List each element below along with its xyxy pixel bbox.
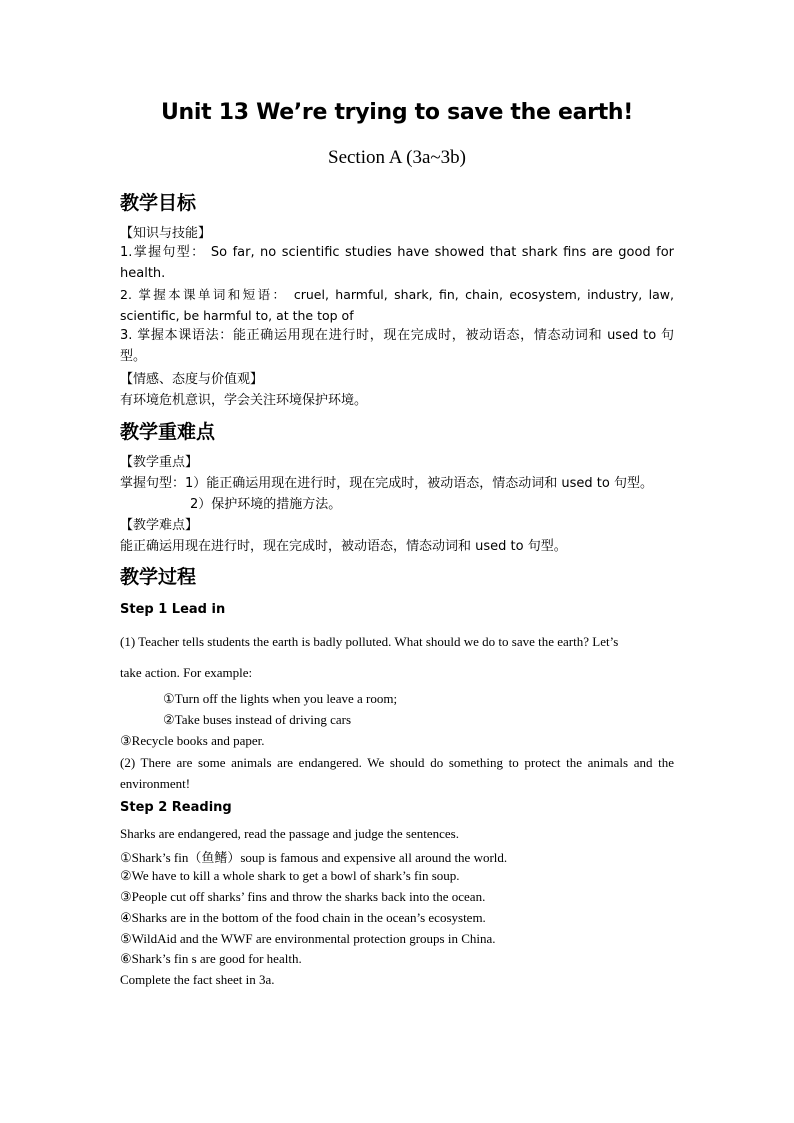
process-heading: 教学过程 bbox=[120, 566, 197, 588]
step-2-sentence-5: ⑤WildAid and the WWF are environmental protection groups in China. bbox=[120, 931, 496, 946]
step-2-sentence-6: ⑥Shark’s fin s are good for health. bbox=[120, 951, 302, 966]
step-1-para-2: (2) There are some animals are endangered. We should do something to protect the animals and the environment! bbox=[120, 755, 674, 791]
step-2-sentence-3: ③People cut off sharks’ fins and throw the sharks back into the ocean. bbox=[120, 889, 486, 904]
step-2-closing: Complete the fact sheet in 3a. bbox=[120, 972, 275, 987]
step-1-example-1: ①Turn off the lights when you leave a room; bbox=[163, 691, 398, 706]
step-1-example-3: ③Recycle books and paper. bbox=[120, 733, 265, 748]
emotion-label: 【情感、态度与价值观】 bbox=[120, 372, 264, 387]
step-2-sentence-4: ④Sharks are in the bottom of the food chain in the ocean’s ecosystem. bbox=[120, 910, 486, 925]
page-title: Unit 13 We’re trying to save the earth! bbox=[160, 100, 634, 125]
objective-item-3: 3. 掌握本课语法：能正确运用现在进行时，现在完成时，被动语态，情态动词和 used to 句型。 bbox=[120, 328, 674, 364]
step-2-intro: Sharks are endangered, read the passage and judge the sentences. bbox=[120, 826, 459, 841]
difficulty-text: 能正确运用现在进行时，现在完成时，被动语态，情态动词和 used to 句型。 bbox=[120, 539, 567, 554]
knowledge-label: 【知识与技能】 bbox=[120, 226, 212, 241]
difficulty-label: 【教学难点】 bbox=[120, 518, 199, 533]
page-subtitle: Section A (3a~3b) bbox=[328, 147, 466, 168]
step-1-title: Step 1 Lead in bbox=[120, 602, 226, 617]
step-2-sentence-2: ②We have to kill a whole shark to get a bowl of shark’s fin soup. bbox=[120, 868, 460, 883]
objectives-heading: 教学目标 bbox=[120, 192, 197, 214]
focus-label: 【教学重点】 bbox=[120, 455, 199, 470]
step-1-para-1-cont: take action. For example: bbox=[120, 665, 253, 680]
focus-line-2: 2）保护环境的措施方法。 bbox=[190, 497, 342, 512]
step-2-sentence-1: ①Shark’s fin（鱼鳍）soup is famous and expensive all around the world. bbox=[120, 850, 508, 865]
step-1-example-2: ②Take buses instead of driving cars bbox=[163, 712, 351, 727]
key-points-heading: 教学重难点 bbox=[120, 421, 216, 443]
focus-line-1: 掌握句型：1）能正确运用现在进行时，现在完成时，被动语态，情态动词和 used to 句型。 bbox=[120, 476, 653, 491]
objective-item-2: 2. 掌握本课单词和短语： cruel, harmful, shark, fin, chain, ecosystem, industry, law, scientific, be harmful to, at the top of bbox=[120, 287, 674, 323]
emotion-text: 有环境危机意识，学会关注环境保护环境。 bbox=[120, 393, 368, 408]
objective-item-1: 1.掌握句型： So far, no scientific studies have showed that shark fins are good for health. bbox=[120, 245, 674, 281]
step-1-para-1: (1) Teacher tells students the earth is badly polluted. What should we do to save the earth? Let’s bbox=[120, 634, 619, 649]
step-2-title: Step 2 Reading bbox=[120, 800, 232, 815]
